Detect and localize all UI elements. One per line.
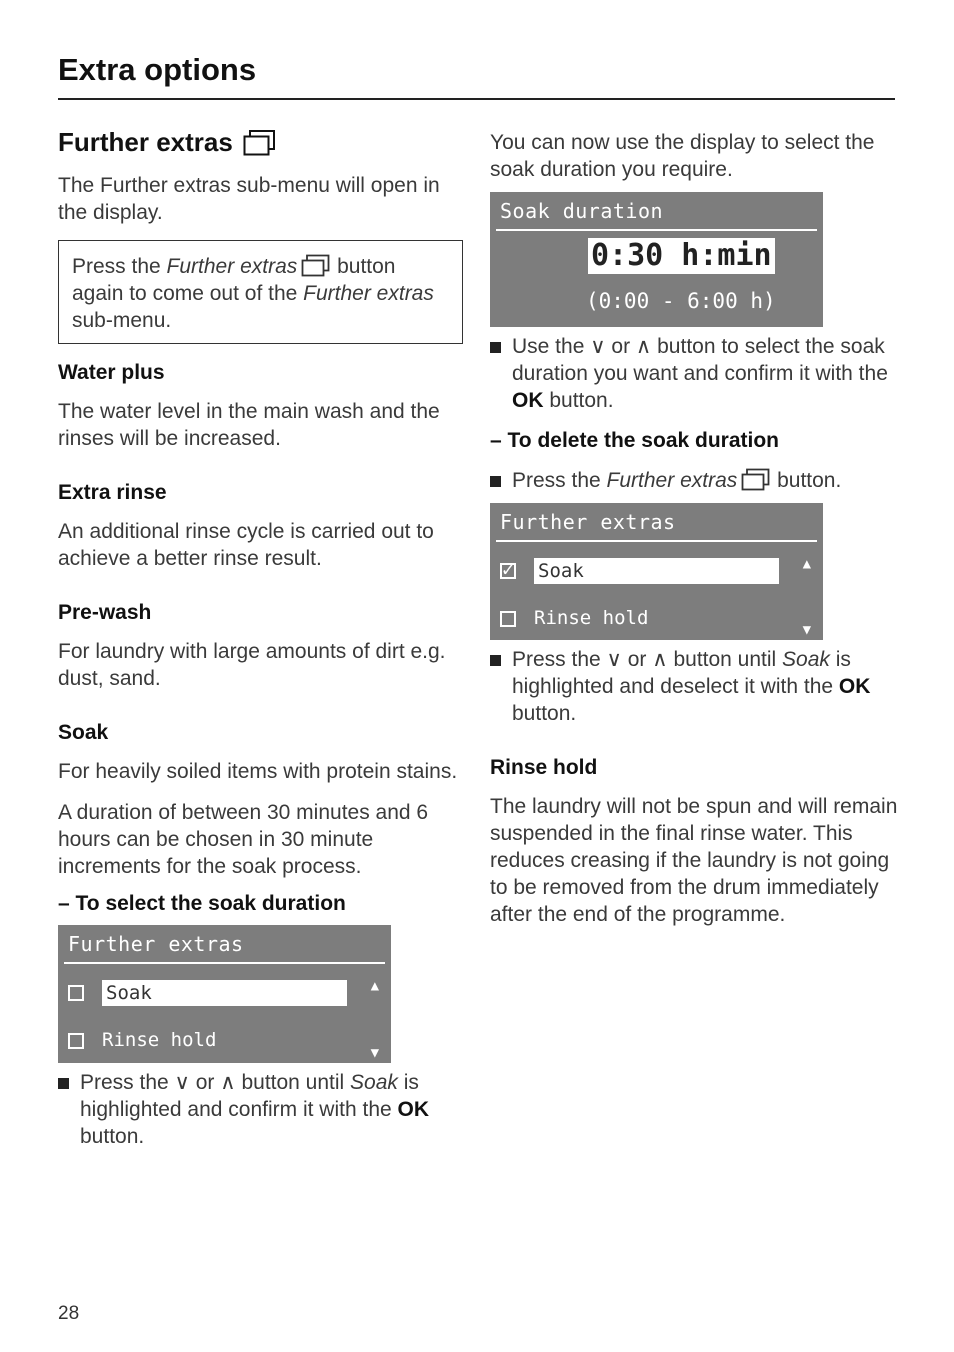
display-divider [64, 962, 385, 964]
bullet-text: button. [80, 1125, 145, 1148]
bullet-text-italic: Soak [350, 1071, 398, 1094]
scroll-down-icon: ▼ [802, 622, 811, 638]
checked-checkbox-icon [500, 557, 516, 581]
checkbox-icon [68, 1033, 84, 1049]
bullet-text: button. [771, 469, 842, 492]
soak-text-2: A duration of between 30 minutes and 6 hours can be chosen in 30 minute increments for the soak process. [58, 801, 429, 878]
bullet-text: Press the ∨ or ∧ button until [80, 1071, 351, 1094]
display-title: Soak duration [500, 199, 664, 223]
right-column [490, 129, 898, 928]
display-divider [496, 229, 817, 231]
display-item-rinse-hold: Rinse hold [102, 1029, 217, 1051]
further-extras-icon [741, 467, 771, 491]
bullet-text: button. [543, 389, 614, 412]
display-item-soak: Soak [102, 980, 347, 1006]
delete-soak-heading: – To delete the soak duration [490, 429, 779, 452]
left-column [58, 124, 468, 1150]
further-extras-icon [243, 128, 277, 156]
section-title [58, 124, 468, 160]
note-text-2: Further extras [166, 255, 298, 278]
scroll-up-icon: ▲ [802, 556, 811, 572]
select-soak-heading: – To select the soak duration [58, 892, 346, 915]
display-item-soak: Soak [534, 558, 779, 584]
bullet-use-arrows [490, 333, 898, 414]
display-row-soak [68, 980, 347, 1006]
checkbox-icon [500, 611, 516, 627]
soak-heading: Soak [58, 721, 109, 744]
scroll-up-icon: ▲ [370, 978, 379, 994]
water-plus-text: The water level in the main wash and the rinses will be increased. [58, 400, 440, 450]
display-item-rinse-hold: Rinse hold [534, 607, 649, 629]
display-row-rinse-hold [68, 1027, 216, 1054]
ok-label: OK [397, 1098, 430, 1121]
section-title-text: Further extras [58, 127, 233, 157]
note-text-4: Further extras [303, 282, 434, 305]
bullet-press-further-extras [490, 467, 898, 494]
note-text-1: Press the [72, 255, 167, 278]
bullet-square-icon [490, 342, 501, 353]
display-soak-duration [490, 192, 823, 327]
bullet-text: button. [512, 702, 577, 725]
ok-label: OK [512, 389, 544, 412]
header-divider [58, 98, 895, 100]
check-mark-icon: ✓ [502, 557, 515, 581]
rinse-hold-text: The laundry will not be spun and will remain suspended in the final rinse water. This reduces creasing if the laundry is not going to be removed from the drum immediately after the end of the programme. [490, 795, 898, 926]
bullet-text-italic: Further extras [606, 469, 738, 492]
extra-rinse-text: An additional rinse cycle is carried out to achieve a better rinse result. [58, 520, 434, 570]
note-box [58, 240, 463, 344]
bullet-square-icon [58, 1078, 69, 1089]
page-number: 28 [58, 1303, 80, 1324]
pre-wash-text: For laundry with large amounts of dirt e.g. dust, sand. [58, 640, 446, 690]
note-text-5: sub-menu. [72, 309, 172, 332]
extra-rinse-heading: Extra rinse [58, 481, 167, 504]
water-plus-heading: Water plus [58, 361, 165, 384]
bullet-select-soak [58, 1069, 468, 1150]
scroll-down-icon: ▼ [370, 1045, 379, 1061]
display-further-extras-checked [490, 503, 823, 640]
ok-label: OK [838, 675, 871, 698]
further-extras-icon [301, 253, 331, 277]
display-title: Further extras [500, 510, 676, 534]
bullet-text: Press the [512, 469, 607, 492]
rinse-hold-heading: Rinse hold [490, 756, 598, 779]
display-row-rinse-hold [500, 605, 648, 632]
note-text-3: button again to come out of the [72, 255, 396, 305]
checkbox-icon [68, 985, 84, 1001]
section-intro: The Further extras sub-menu will open in the display. [58, 174, 440, 224]
bullet-text-italic: Soak [782, 648, 830, 671]
display-row-soak [500, 558, 779, 584]
bullet-square-icon [490, 476, 501, 487]
duration-range: (0:00 - 6:00 h) [586, 289, 776, 313]
display-divider [496, 540, 817, 542]
bullet-deselect-soak [490, 646, 898, 727]
right-intro: You can now use the display to select the soak duration you require. [490, 131, 875, 181]
bullet-text: is highlighted and deselect it with the [512, 648, 851, 698]
bullet-text: Use the ∨ or ∧ button to select the soak duration you want and confirm it with the [512, 335, 888, 385]
display-title: Further extras [68, 932, 244, 956]
soak-text-1: For heavily soiled items with protein stains. [58, 760, 458, 783]
duration-value: 0:30 h:min [588, 238, 775, 274]
page-title: Extra options [58, 52, 257, 87]
bullet-text: is highlighted and confirm it with the [80, 1071, 419, 1121]
pre-wash-heading: Pre-wash [58, 601, 152, 624]
bullet-square-icon [490, 655, 501, 666]
display-further-extras [58, 925, 391, 1063]
bullet-text: Press the ∨ or ∧ button until [512, 648, 783, 671]
